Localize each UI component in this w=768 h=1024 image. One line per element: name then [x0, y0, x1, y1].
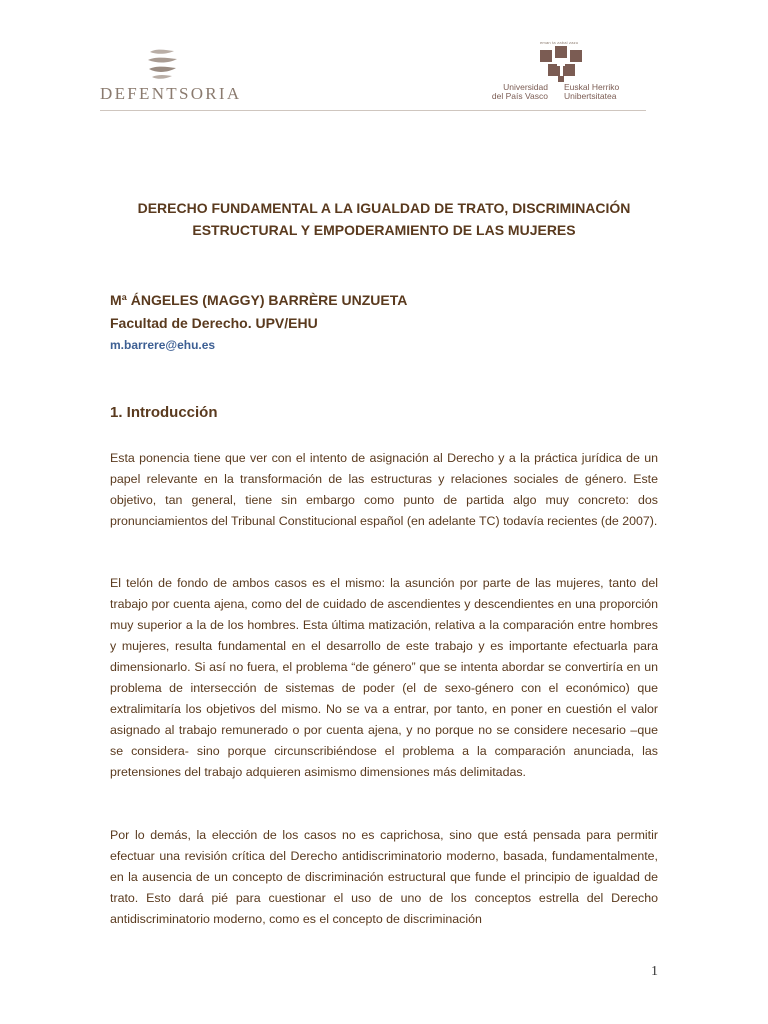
author-affiliation: Facultad de Derecho. UPV/EHU [110, 315, 318, 331]
document-title: DERECHO FUNDAMENTAL A LA IGUALDAD DE TRATO, DISCRIMINACIÓN ESTRUCTURAL Y EMPODERAMIENTO DE LAS MUJERES [137, 200, 631, 238]
defentsoria-mark-icon [144, 48, 180, 80]
page-header [0, 0, 768, 112]
section-heading: 1. Introducción [110, 404, 218, 421]
paragraph-3: Por lo demás, la elección de los casos no es caprichosa, sino que está pensada para permitir efectuar una revisión crítica del Derecho antidiscriminatorio moderno, basada, fundamentalmente, en la ausencia de un concepto de discriminación estructural que funde el principio de igualdad de trato. Esto dará pié para cuestionar el uso de uno de los conceptos estrella del Derecho antidiscriminatorio moderno, como es el concepto de discriminación [110, 828, 658, 926]
paragraph-1: Esta ponencia tiene que ver con el intento de asignación al Derecho y a la práctica jurídica de un papel relevante en la transformación de las estructuras y relaciones sociales de género. Este objetivo, tan general, tiene sin embargo como punto de partida algo muy concreto: dos pronunciamientos del Tribunal Constitucional español (en adelante TC) todavía recientes (de 2007). [110, 451, 658, 528]
upv-tagline: eman ta zabal zazu [540, 40, 579, 45]
defentsoria-logo [100, 48, 250, 106]
upv-ehu-logo [486, 40, 636, 104]
page-number: 1 [651, 964, 658, 979]
header-divider [100, 110, 646, 111]
defentsoria-logo-text: DEFENTSORIA [100, 84, 242, 103]
upv-name-eu: Euskal Herriko Unibertsitatea [564, 82, 620, 101]
author-name: Mª ÁNGELES (MAGGY) BARRÈRE UNZUETA [110, 292, 408, 308]
upv-name-es: Universidad del País Vasco [491, 82, 548, 101]
author-email-link[interactable]: m.barrere@ehu.es [110, 338, 216, 352]
paragraph-2: El telón de fondo de ambos casos es el mismo: la asunción por parte de las mujeres, tanto del trabajo por cuenta ajena, como del de cuidado de ascendientes y descendientes en una proporción muy superior a la de los hombres. Esta última matización, relativa a la comparación entre hombres y mujeres, resulta fundamental en el desarrollo de este trabajo y es importante efectuarla para dimensionarlo. Si así no fuera, el problema “de género” que se intenta abordar se convertiría en un problema de intersección de sistemas de poder (el de sexo-género con el económico) que extralimitaría los objetivos del mismo. No se va a entrar, por tanto, en poner en cuestión el valor asignado al trabajo remunerado o por cuenta ajena, y no porque no se considere necesario –que se considera- sino porque circunscribiéndose el problema a la comparación anunciada, las pretensiones del trabajo adquieren asimismo dimensiones más delimitadas. [110, 576, 658, 779]
upv-ehu-mark-icon [538, 46, 584, 82]
